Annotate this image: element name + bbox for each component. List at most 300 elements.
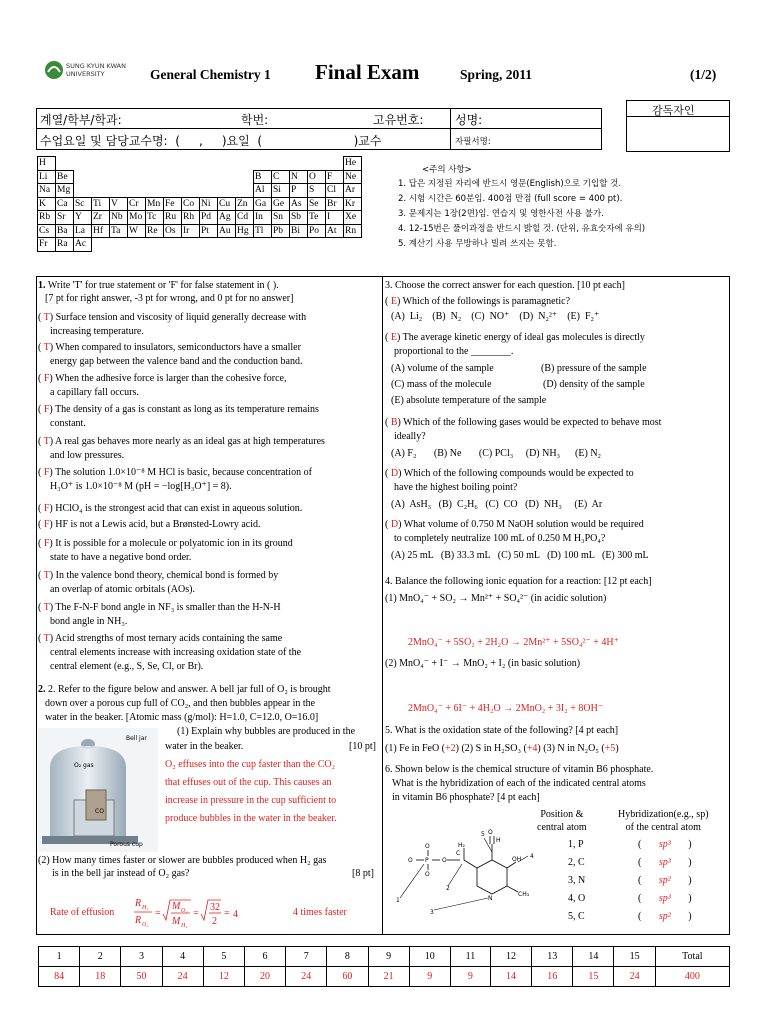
empty-cell xyxy=(326,238,344,252)
q3-title: 3. Choose the correct answer for each question. [10 pt each] xyxy=(385,280,625,291)
empty-cell xyxy=(128,238,146,252)
element-cell: Tl xyxy=(254,224,272,238)
empty-cell xyxy=(110,238,128,252)
dept-field[interactable]: 계열/학부/학과: xyxy=(40,113,122,127)
empty-cell xyxy=(146,170,164,184)
empty-cell xyxy=(254,238,272,252)
q5-answer-2: +4 xyxy=(526,743,538,754)
score-value: 400 xyxy=(655,967,729,987)
q3-answer[interactable]: B xyxy=(390,417,398,428)
score-value: 21 xyxy=(368,967,409,987)
svg-text:32: 32 xyxy=(210,902,220,913)
periodic-table xyxy=(37,156,362,252)
element-cell: Ne xyxy=(344,170,362,184)
score-header: 15 xyxy=(614,947,655,967)
q1-item-continuation: central element (e.g., S, Se, Cl, or Br). xyxy=(50,661,204,672)
element-cell: Cl xyxy=(326,184,344,198)
svg-text:R: R xyxy=(135,915,142,926)
q1-item-continuation: energy gap between the valence band and the conduction band. xyxy=(50,356,303,367)
score-table xyxy=(38,946,730,987)
element-cell: Ca xyxy=(56,197,74,211)
score-value: 24 xyxy=(614,967,655,987)
empty-cell xyxy=(254,157,272,171)
note-item: 1. 답은 지정된 자리에 반드시 영문(English)으로 기입할 것. xyxy=(398,179,622,189)
q3-answer[interactable]: E xyxy=(390,332,397,343)
empty-cell xyxy=(92,170,110,184)
score-value: 16 xyxy=(532,967,573,987)
element-cell: Ta xyxy=(110,224,128,238)
q1-title: 1. Write 'T' for true statement or 'F' for false statement in ( ). xyxy=(38,280,279,291)
q6-line2: What is the hybridization of each of the indicated central atoms xyxy=(392,778,646,789)
q3-answer[interactable]: D xyxy=(390,519,399,530)
q3-item: ( E) The average kinetic energy of ideal gas molecules is directly xyxy=(385,332,645,343)
svg-text:O: O xyxy=(425,843,430,850)
class-field[interactable]: 수업요일 및 담당교수명: ( , )요일 ( )교수 xyxy=(40,134,382,148)
element-cell: O xyxy=(308,170,326,184)
q3-ke-option: (E) absolute temperature of the sample xyxy=(391,395,547,406)
empty-cell xyxy=(56,157,74,171)
empty-cell xyxy=(218,170,236,184)
q6-line1: 6. Shown below is the chemical structure of vitamin B6 phosphate. xyxy=(385,764,654,775)
q2-sub1-line2: water in the beaker. xyxy=(165,741,244,752)
element-cell: Hf xyxy=(92,224,110,238)
q2-sub1-points: [10 pt] xyxy=(349,741,376,752)
empty-cell xyxy=(218,238,236,252)
q6-answer-row: ( sp³ ) xyxy=(638,893,692,904)
q3-options: (A) 25 mL (B) 33.3 mL (C) 50 mL (D) 100 mL (E) 300 mL xyxy=(391,550,649,561)
q2-answer1-line3: increase in pressure in the cup sufficient to xyxy=(165,795,337,806)
element-cell: Cs xyxy=(38,224,56,238)
svg-text:CH₃: CH₃ xyxy=(518,891,530,898)
q1-item: ( T) In the valence bond theory, chemical bond is formed by xyxy=(38,570,279,581)
element-cell: Pb xyxy=(272,224,290,238)
q6-answer[interactable]: sp³ xyxy=(658,857,671,868)
element-cell: Li xyxy=(38,170,56,184)
q5-answer-3: +5 xyxy=(604,743,616,754)
page-number: (1/2) xyxy=(690,67,717,82)
empty-cell xyxy=(128,184,146,198)
q3-item: ( D) What volume of 0.750 M NaOH solution would be required xyxy=(385,519,644,530)
element-cell: Ir xyxy=(182,224,200,238)
q3-item: ( B) Which of the following gases would be expected to behave most xyxy=(385,417,662,428)
q4-eq2: (2) MnO₄⁻ + I⁻ → MnO₂ + I₂ (in basic solution) xyxy=(385,658,581,669)
element-cell: Fr xyxy=(38,238,56,252)
q6-answer[interactable]: sp² xyxy=(658,911,671,922)
element-cell: I xyxy=(326,211,344,225)
q3-ke-option: (D) density of the sample xyxy=(543,379,645,390)
element-cell: F xyxy=(326,170,344,184)
empty-cell xyxy=(92,184,110,198)
empty-cell xyxy=(110,170,128,184)
q1-answer[interactable]: F xyxy=(43,538,50,549)
element-cell: Sc xyxy=(74,197,92,211)
score-header: 13 xyxy=(532,947,573,967)
element-cell: Ar xyxy=(344,184,362,198)
q1-item: ( T) A real gas behaves more nearly as an ideal gas at high temperatures xyxy=(38,436,325,447)
q4-ans2: 2MnO₄⁻ + 6I⁻ + 4H₂O → 2MnO₂ + 3I₂ + 8OH⁻ xyxy=(408,703,604,714)
score-header: 2 xyxy=(80,947,121,967)
q1-item-continuation: a capillary fall occurs. xyxy=(50,387,139,398)
q3-item-continuation: proportional to the ________. xyxy=(394,346,514,357)
q1-subtitle: [7 pt for right answer, -3 pt for wrong, and 0 pt for no answer] xyxy=(45,293,294,304)
svg-text:O: O xyxy=(442,857,447,864)
empty-cell xyxy=(326,157,344,171)
note-item: 4. 12-15번은 풀이과정을 반드시 밝힐 것. (단위, 유효숫자에 유의) xyxy=(398,224,646,234)
note-item: 2. 시험 시간은 60분임. 400점 만점 (full score = 400 pt). xyxy=(398,194,623,204)
svg-text:H₂: H₂ xyxy=(142,905,149,911)
empty-cell xyxy=(182,184,200,198)
score-value: 12 xyxy=(203,967,244,987)
q3-answer[interactable]: D xyxy=(390,468,399,479)
element-cell: Ni xyxy=(200,197,218,211)
q1-item-continuation: bond angle in NH₃. xyxy=(50,616,128,627)
element-cell: Tc xyxy=(146,211,164,225)
q6-answer[interactable]: sp² xyxy=(658,875,671,886)
empty-cell xyxy=(182,238,200,252)
empty-cell xyxy=(128,170,146,184)
empty-cell xyxy=(218,157,236,171)
element-cell: Mo xyxy=(128,211,146,225)
element-cell: Pd xyxy=(200,211,218,225)
empty-cell xyxy=(164,170,182,184)
svg-text:=: = xyxy=(193,908,199,919)
q6-position: 5, C xyxy=(568,911,585,922)
q1-item: ( F) The density of a gas is constant as long as its temperature remains xyxy=(38,404,319,415)
q1-answer[interactable]: T xyxy=(43,342,50,353)
score-header: Total xyxy=(655,947,729,967)
fig-label-o2: O₂ gas xyxy=(74,762,94,769)
logo-emblem-icon xyxy=(44,60,64,80)
empty-cell xyxy=(128,157,146,171)
course-title: General Chemistry 1 xyxy=(150,67,271,82)
element-cell: Mn xyxy=(146,197,164,211)
empty-cell xyxy=(164,238,182,252)
score-value: 24 xyxy=(286,967,327,987)
element-cell: Re xyxy=(146,224,164,238)
element-cell: Rh xyxy=(182,211,200,225)
empty-cell xyxy=(74,157,92,171)
q1-answer[interactable]: F xyxy=(43,404,50,415)
score-value: 15 xyxy=(573,967,614,987)
q2-sub1-line1: (1) Explain why bubbles are produced in the xyxy=(177,726,356,737)
score-header: 14 xyxy=(573,947,614,967)
q3-ke-option: (B) pressure of the sample xyxy=(541,363,647,374)
svg-text:C: C xyxy=(456,850,461,857)
student-id-field[interactable]: 학번: xyxy=(241,113,269,127)
element-cell: Se xyxy=(308,197,326,211)
score-value: 20 xyxy=(244,967,285,987)
vitamin-b6-structure xyxy=(392,828,532,932)
empty-cell xyxy=(272,157,290,171)
q1-answer[interactable]: F xyxy=(43,373,50,384)
score-value: 50 xyxy=(121,967,162,987)
score-value: 14 xyxy=(490,967,531,987)
empty-cell xyxy=(218,184,236,198)
svg-text:M: M xyxy=(172,916,181,927)
element-cell: W xyxy=(128,224,146,238)
empty-cell xyxy=(236,170,254,184)
element-cell: B xyxy=(254,170,272,184)
q6-col2-header: Hybridization(e.g., sp) of the central atom xyxy=(618,809,709,833)
supervisor-label: 감독자인 xyxy=(652,104,695,117)
score-header: 5 xyxy=(203,947,244,967)
svg-text:3: 3 xyxy=(430,909,434,916)
element-cell: H xyxy=(38,157,56,171)
empty-cell xyxy=(110,184,128,198)
q2-answer1-line1: O₂ effuses into the cup faster than the CO₂ xyxy=(165,759,336,770)
element-cell: Au xyxy=(218,224,236,238)
q1-item-continuation: and low pressures. xyxy=(50,450,125,461)
q2-line2: down over a porous cup full of CO₂, and then bubbles appear in the xyxy=(45,698,316,709)
empty-cell xyxy=(290,238,308,252)
element-cell: Hg xyxy=(236,224,254,238)
q1-item-continuation: an overlap of atomic orbitals (AOs). xyxy=(50,584,195,595)
q1-answer[interactable]: T xyxy=(43,436,50,447)
empty-cell xyxy=(92,238,110,252)
score-header: 6 xyxy=(244,947,285,967)
q3-ke-option: (C) mass of the molecule xyxy=(391,379,492,390)
score-header: 7 xyxy=(286,947,327,967)
q2-rate-label: Rate of effusion xyxy=(50,907,115,918)
element-cell: C xyxy=(272,170,290,184)
empty-cell xyxy=(146,238,164,252)
q1-item: ( T) The F-N-F bond angle in NF₃ is smaller than the H-N-H xyxy=(38,602,281,613)
q2-answer1-line4: produce bubbles in the water in the beaker. xyxy=(165,813,337,824)
svg-text:H₂: H₂ xyxy=(181,923,188,929)
svg-text:O: O xyxy=(488,829,493,836)
q3-options: (A) AsH₃ (B) C₂H₆ (C) CO (D) NH₃ (E) Ar xyxy=(391,499,603,510)
element-cell: Cd xyxy=(236,211,254,225)
q1-item-continuation: state to have a negative bond order. xyxy=(50,552,192,563)
score-value: 84 xyxy=(39,967,80,987)
q1-item: ( F) When the adhesive force is larger than the cohesive force, xyxy=(38,373,287,384)
element-cell: Si xyxy=(272,184,290,198)
element-cell: Xe xyxy=(344,211,362,225)
q6-answer[interactable]: sp³ xyxy=(658,839,671,850)
q1-answer[interactable]: T xyxy=(43,312,50,323)
svg-text:=: = xyxy=(224,908,230,919)
q1-answer[interactable]: T xyxy=(43,602,50,613)
element-cell: Zr xyxy=(92,211,110,225)
q5-answer-1: +2 xyxy=(445,743,456,754)
element-cell: Mg xyxy=(56,184,74,198)
q2-sub2-points: [8 pt] xyxy=(352,868,374,879)
q3-item: ( D) Which of the following compounds would be expected to xyxy=(385,468,634,479)
q1-item-continuation: constant. xyxy=(50,418,86,429)
q1-item-continuation: central elements increase with increasing oxidation state of the xyxy=(50,647,302,658)
score-header: 9 xyxy=(368,947,409,967)
element-cell: V xyxy=(110,197,128,211)
q4-title: 4. Balance the following ionic equation for a reaction: [12 pt each] xyxy=(385,576,652,587)
q1-item: ( T) Surface tension and viscosity of liquid generally decrease with xyxy=(38,312,307,323)
q3-item: ( E) Which of the followings is paramagnetic? xyxy=(385,296,571,307)
empty-cell xyxy=(308,157,326,171)
name-field[interactable]: 성명: xyxy=(455,113,483,127)
element-cell: Rn xyxy=(344,224,362,238)
element-cell: Rb xyxy=(38,211,56,225)
q6-answer[interactable]: sp³ xyxy=(658,893,671,904)
svg-text:N: N xyxy=(488,895,493,902)
q2-line3: water in the beaker. [Atomic mass (g/mol): H=1.0, C=12.0, O=16.0] xyxy=(45,712,319,723)
q3-item-continuation: to completely neutralize 100 mL of 0.250 M H₃PO₄? xyxy=(394,533,606,544)
q1-answer[interactable]: T xyxy=(43,570,50,581)
q3-options: (A) F₂ (B) Ne (C) PCl₃ (D) NH₃ (E) N₂ xyxy=(391,448,602,459)
q1-answer[interactable]: F xyxy=(43,467,50,478)
score-header: 4 xyxy=(162,947,203,967)
element-cell: Ba xyxy=(56,224,74,238)
q6-position: 3, N xyxy=(568,875,586,886)
element-cell: Cu xyxy=(218,197,236,211)
element-cell: Ac xyxy=(74,238,92,252)
q6-line3: in vitamin B6 phosphate? [4 pt each] xyxy=(392,792,540,803)
element-cell: Pt xyxy=(200,224,218,238)
q6-position: 1, P xyxy=(568,839,584,850)
element-cell: Ag xyxy=(218,211,236,225)
element-cell: La xyxy=(74,224,92,238)
element-cell: K xyxy=(38,197,56,211)
q3-ke-option: (A) volume of the sample xyxy=(391,363,494,374)
element-cell: Bi xyxy=(290,224,308,238)
q1-item: ( F) The solution 1.0×10⁻⁸ M HCl is basic, because concentration of xyxy=(38,467,312,478)
score-value: 24 xyxy=(162,967,203,987)
exam-term: Spring, 2011 xyxy=(460,67,533,82)
q3-item-continuation: have the highest boiling point? xyxy=(394,482,518,493)
element-cell: Ga xyxy=(254,197,272,211)
svg-text:O: O xyxy=(425,871,430,878)
svg-text:4: 4 xyxy=(530,853,534,860)
q1-answer[interactable]: F xyxy=(43,519,50,530)
note-item: 5. 계산기 사용 무방하나 빌려 쓰지는 못함. xyxy=(398,239,557,249)
empty-cell xyxy=(236,184,254,198)
q2-sub2-line1: (2) How many times faster or slower are bubbles produced when H₂ gas xyxy=(38,855,327,866)
score-value: 18 xyxy=(80,967,121,987)
fig-label-co: CO xyxy=(95,808,104,815)
fig-label-cup: Porous cup xyxy=(110,841,143,848)
q1-answer[interactable]: T xyxy=(43,633,50,644)
unique-number-field[interactable]: 고유번호: xyxy=(373,113,424,127)
q2-sub2-line2: is in the bell jar instead of O₂ gas? xyxy=(52,868,190,879)
q1-item: ( T) Acid strengths of most ternary acids containing the same xyxy=(38,633,283,644)
element-cell: He xyxy=(344,157,362,171)
svg-text:=: = xyxy=(155,908,161,919)
score-value: 9 xyxy=(409,967,450,987)
svg-text:R: R xyxy=(135,898,142,909)
q4-eq1: (1) MnO₄⁻ + SO₂ → Mn²⁺ + SO₄²⁻ (in acidic solution) xyxy=(385,593,607,604)
score-value: 9 xyxy=(450,967,490,987)
element-cell: Po xyxy=(308,224,326,238)
element-cell: In xyxy=(254,211,272,225)
q1-item-continuation: H₃O⁺ is 1.0×10⁻⁸ M (pH = −log[H₃O⁺] = 8). xyxy=(50,481,232,492)
q6-answer-row: ( sp² ) xyxy=(638,875,692,886)
empty-cell xyxy=(200,157,218,171)
svg-text:2: 2 xyxy=(212,916,217,927)
element-cell: Ti xyxy=(92,197,110,211)
empty-cell xyxy=(74,184,92,198)
empty-cell xyxy=(164,184,182,198)
fig-label-bell-jar: Bell jar xyxy=(126,735,147,742)
empty-cell xyxy=(236,157,254,171)
empty-cell xyxy=(200,170,218,184)
empty-cell xyxy=(272,238,290,252)
svg-text:H: H xyxy=(496,837,501,844)
element-cell: Co xyxy=(182,197,200,211)
q1-item: ( F) HClO₄ is the strongest acid that can exist in aqueous solution. xyxy=(38,503,303,514)
empty-cell xyxy=(236,238,254,252)
score-value: 60 xyxy=(327,967,368,987)
element-cell: Be xyxy=(56,170,74,184)
logo-text: SUNG KYUN KWAN UNIVERSITY xyxy=(66,62,126,78)
element-cell: As xyxy=(290,197,308,211)
bell-jar-figure xyxy=(38,728,158,852)
q3-options: (A) Li₂ (B) N₂ (C) NO⁺ (D) N₂²⁺ (E) F₂⁺ xyxy=(391,311,600,322)
element-cell: Sr xyxy=(56,211,74,225)
element-cell: Al xyxy=(254,184,272,198)
element-cell: Os xyxy=(164,224,182,238)
element-cell: Ge xyxy=(272,197,290,211)
svg-text:O: O xyxy=(408,857,413,864)
element-cell: Br xyxy=(326,197,344,211)
q5-line: (1) Fe in FeO (+2) (2) S in H₂SO₃ (+4) (3) N in N₂O₅ (+5) xyxy=(385,743,619,754)
svg-text:O₂: O₂ xyxy=(181,908,188,914)
q4-ans1: 2MnO₄⁻ + 5SO₂ + 2H₂O → 2Mn²⁺ + 5SO₄²⁻ + 4H⁺ xyxy=(408,637,619,648)
signature-field[interactable]: 자필서명: xyxy=(455,137,491,147)
element-cell: Zn xyxy=(236,197,254,211)
notes-list xyxy=(398,177,645,252)
svg-text:O₂: O₂ xyxy=(142,922,149,928)
score-header: 8 xyxy=(327,947,368,967)
empty-cell xyxy=(308,238,326,252)
empty-cell xyxy=(182,157,200,171)
exam-title: Final Exam xyxy=(315,60,420,84)
q2-answer1-line2: that effuses out of the cup. This causes an xyxy=(165,777,332,788)
empty-cell xyxy=(92,157,110,171)
score-header: 11 xyxy=(450,947,490,967)
element-cell: Te xyxy=(308,211,326,225)
empty-cell xyxy=(290,157,308,171)
element-cell: Kr xyxy=(344,197,362,211)
element-cell: Sn xyxy=(272,211,290,225)
q6-position: 4, O xyxy=(568,893,586,904)
note-item: 3. 문제지는 1장(2면)임. 연습지 및 영한사전 사용 불가. xyxy=(398,209,604,219)
score-header: 1 xyxy=(39,947,80,967)
empty-cell xyxy=(110,157,128,171)
q6-col1-header: Position & central atom xyxy=(537,809,587,833)
q2-line1: 2. 2. Refer to the figure below and answer. A bell jar full of O₂ is brought xyxy=(38,684,331,695)
q1-item: ( T) When compared to insulators, semiconductors have a smaller xyxy=(38,342,301,353)
svg-text:P: P xyxy=(425,857,429,864)
empty-cell xyxy=(200,238,218,252)
q5-title: 5. What is the oxidation state of the following? [4 pt each] xyxy=(385,725,619,736)
empty-cell xyxy=(344,238,362,252)
element-cell: S xyxy=(308,184,326,198)
q1-answer[interactable]: F xyxy=(43,503,50,514)
empty-cell xyxy=(164,157,182,171)
svg-text:4: 4 xyxy=(233,909,238,920)
element-cell: At xyxy=(326,224,344,238)
element-cell: P xyxy=(290,184,308,198)
q6-answer-row: ( sp³ ) xyxy=(638,839,692,850)
svg-text:5: 5 xyxy=(481,831,485,838)
empty-cell xyxy=(74,170,92,184)
score-header: 12 xyxy=(490,947,531,967)
element-cell: Nb xyxy=(110,211,128,225)
element-cell: Y xyxy=(74,211,92,225)
q1-item-continuation: increasing temperature. xyxy=(50,326,144,337)
empty-cell xyxy=(182,170,200,184)
empty-cell xyxy=(200,184,218,198)
q3-answer[interactable]: E xyxy=(390,296,397,307)
q6-answer-row: ( sp³ ) xyxy=(638,857,692,868)
